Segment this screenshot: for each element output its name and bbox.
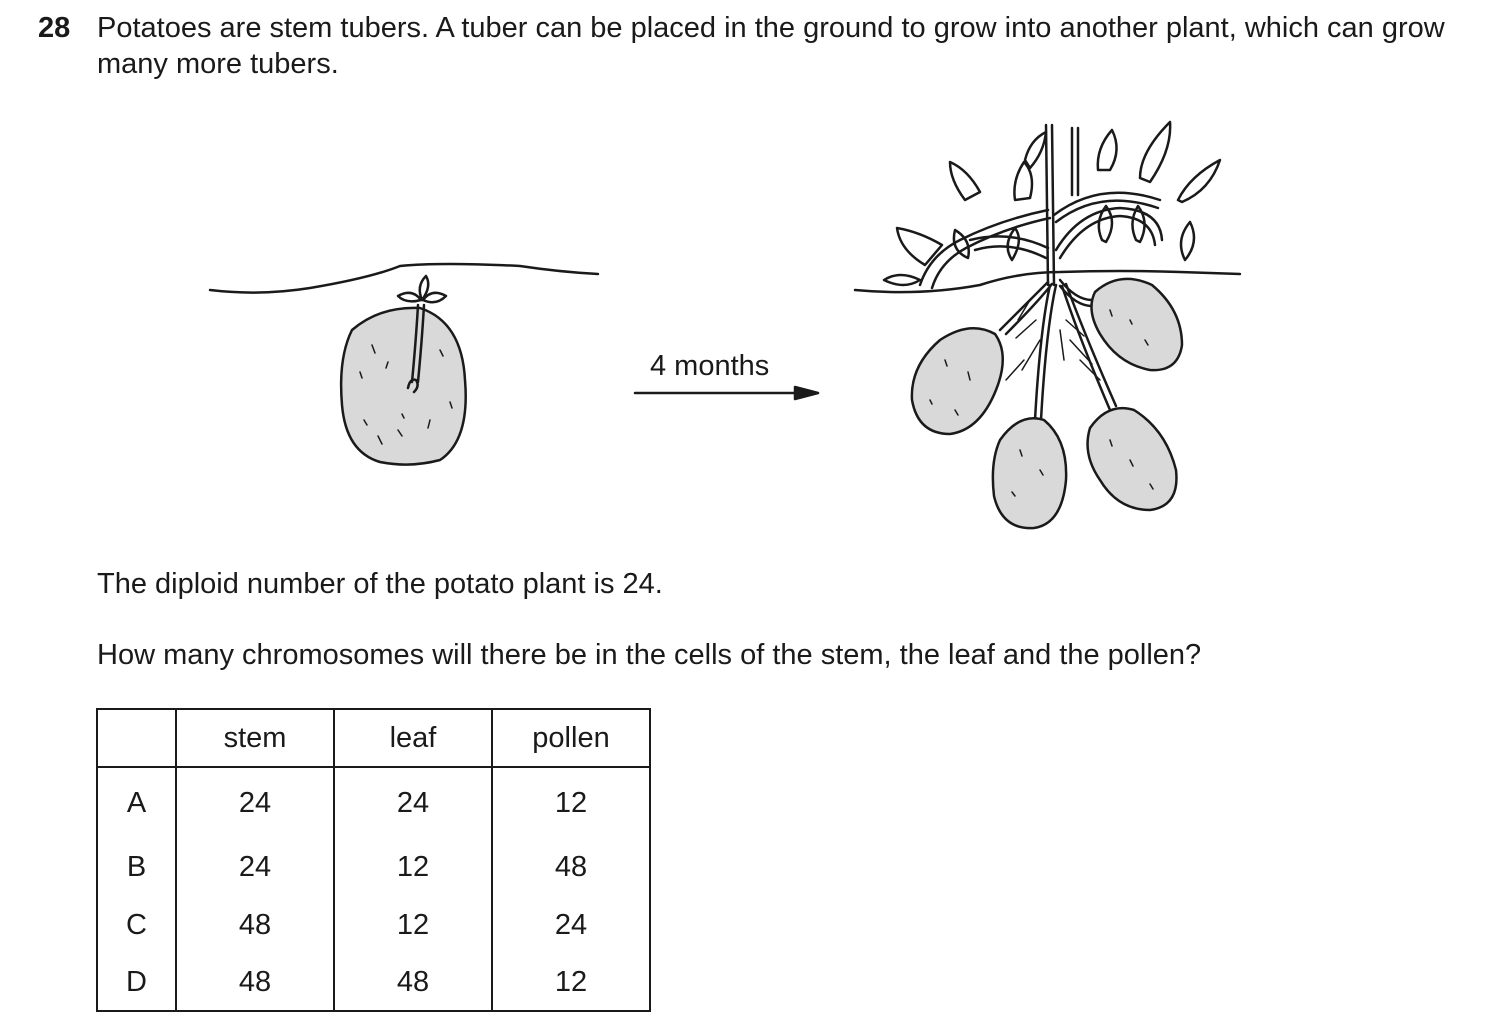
question-number: 28 bbox=[38, 12, 71, 44]
answer-options-table bbox=[96, 708, 651, 1012]
table-row[interactable] bbox=[97, 954, 650, 1011]
pollen-value: 12 bbox=[492, 767, 650, 838]
table-header-row bbox=[97, 709, 650, 767]
header-stem: stem bbox=[176, 709, 334, 767]
option-letter: C bbox=[97, 896, 176, 954]
header-letter-cell bbox=[97, 709, 176, 767]
option-letter: D bbox=[97, 954, 176, 1011]
stem-value: 24 bbox=[176, 838, 334, 896]
planted-tuber-drawing bbox=[210, 264, 598, 465]
pollen-value: 24 bbox=[492, 896, 650, 954]
question-prompt: How many chromosomes will there be in the cells of the stem, the leaf and the pollen? bbox=[97, 639, 1202, 671]
header-leaf: leaf bbox=[334, 709, 492, 767]
leaf-value: 24 bbox=[334, 767, 492, 838]
grown-plant-drawing bbox=[855, 122, 1240, 528]
stem-value: 24 bbox=[176, 767, 334, 838]
table-row[interactable] bbox=[97, 838, 650, 896]
stem-value: 48 bbox=[176, 954, 334, 1011]
pollen-value: 48 bbox=[492, 838, 650, 896]
arrow-label: 4 months bbox=[650, 350, 770, 382]
question-intro: Potatoes are stem tubers. A tuber can be placed in the ground to grow into another plant, which can grow many more tubers. bbox=[97, 12, 1445, 80]
option-letter: B bbox=[97, 838, 176, 896]
table-row[interactable] bbox=[97, 767, 650, 838]
leaf-value: 12 bbox=[334, 896, 492, 954]
table-row[interactable] bbox=[97, 896, 650, 954]
diploid-statement: The diploid number of the potato plant is 24. bbox=[97, 568, 663, 600]
header-pollen: pollen bbox=[492, 709, 650, 767]
stem-value: 48 bbox=[176, 896, 334, 954]
leaf-value: 12 bbox=[334, 838, 492, 896]
growth-arrow bbox=[635, 387, 818, 399]
option-letter: A bbox=[97, 767, 176, 838]
leaf-value: 48 bbox=[334, 954, 492, 1011]
pollen-value: 12 bbox=[492, 954, 650, 1011]
